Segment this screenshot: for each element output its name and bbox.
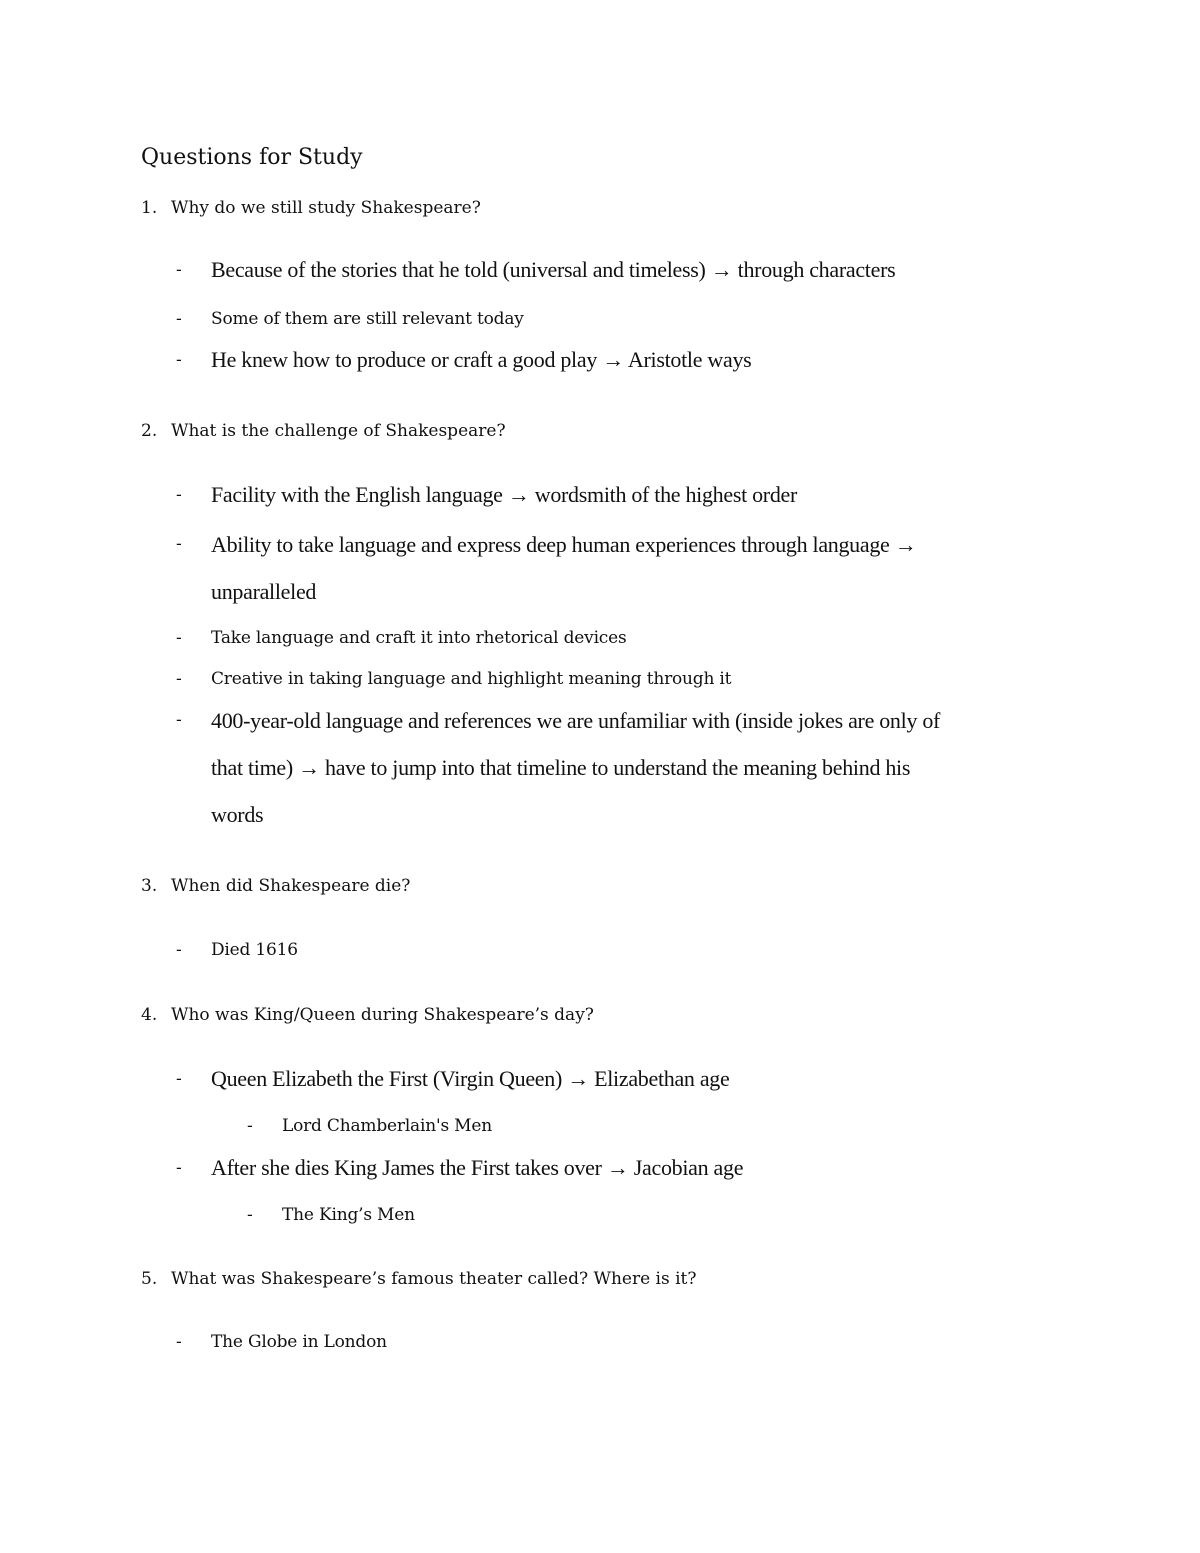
bullet-dash: - [176,940,182,960]
answer-text: The Globe in London [211,1332,387,1352]
answer-text: Take language and craft it into rhetorical devices [211,628,627,648]
question-number: 1. [141,198,158,218]
page-title: Questions for Study [141,145,363,170]
question-number: 4. [141,1005,158,1025]
answer-text: Died 1616 [211,940,298,960]
answer-text: Because of the stories that he told (universal and timeless) → through characters [211,257,896,282]
question-text: When did Shakespeare die? [171,876,411,896]
bullet-dash: - [176,485,182,505]
answer-text: He knew how to produce or craft a good play → Aristotle ways [211,347,752,372]
question-4 [141,1001,594,1029]
question-3 [141,872,410,900]
answer-line: 400-year-old language and references we are unfamiliar with (inside jokes are only of [211,708,941,733]
answer-text-multiline [211,521,916,615]
question-text: Who was King/Queen during Shakespeare’s day? [171,1005,594,1025]
answer-text: Creative in taking language and highlight meaning through it [211,669,732,689]
answer-line: words [211,802,264,827]
answer-text: Lord Chamberlain's Men [282,1116,492,1136]
bullet-dash: - [176,309,182,329]
question-5 [141,1265,697,1293]
question-text: What was Shakespeare’s famous theater called? Where is it? [171,1269,697,1289]
question-number: 5. [141,1269,158,1289]
bullet-dash: - [176,1158,182,1178]
bullet-dash: - [176,260,182,280]
bullet-dash: - [176,669,182,689]
bullet-dash: - [176,710,182,730]
bullet-dash: - [176,628,182,648]
bullet-dash: - [247,1205,253,1225]
bullet-dash: - [247,1116,253,1136]
answer-text-multiline [211,697,940,838]
bullet-dash: - [176,1069,182,1089]
answer-text: Facility with the English language → wordsmith of the highest order [211,482,798,507]
bullet-dash: - [176,350,182,370]
bullet-dash: - [176,534,182,554]
question-number: 2. [141,421,158,441]
question-2 [141,417,506,445]
question-text: Why do we still study Shakespeare? [171,198,481,218]
question-number: 3. [141,876,158,896]
question-text: What is the challenge of Shakespeare? [171,421,506,441]
answer-text: Queen Elizabeth the First (Virgin Queen) → Elizabethan age [211,1066,730,1091]
answer-text: The King’s Men [282,1205,415,1225]
bullet-dash: - [176,1332,182,1352]
answer-text: Some of them are still relevant today [211,309,524,329]
question-1 [141,194,481,222]
answer-text: After she dies King James the First takes over → Jacobian age [211,1155,744,1180]
answer-line: unparalleled [211,579,317,604]
answer-line: that time) → have to jump into that timeline to understand the meaning behind his [211,755,911,780]
answer-line: Ability to take language and express deep human experiences through language → [211,532,917,557]
